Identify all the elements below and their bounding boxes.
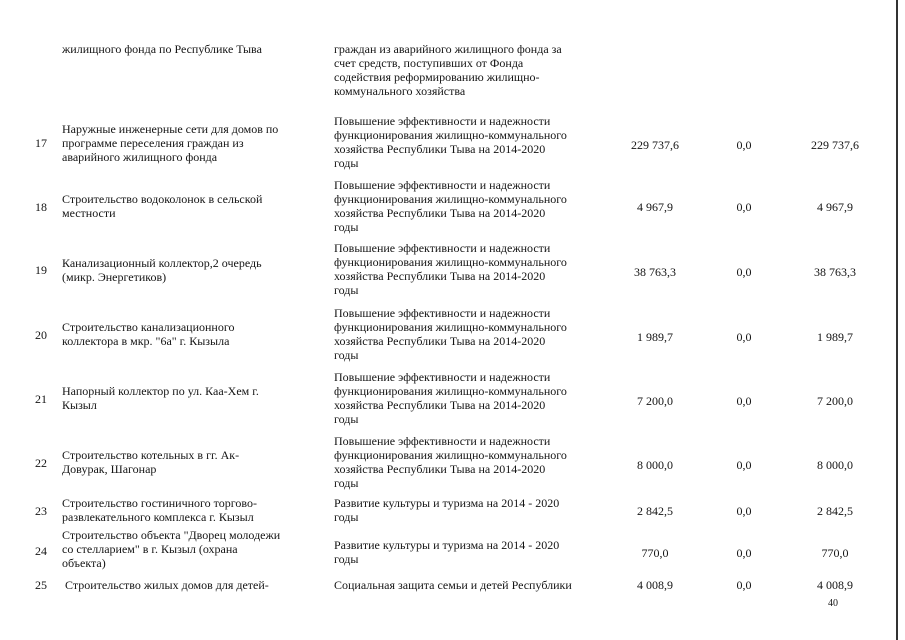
row-number: 21 (35, 392, 47, 406)
object-name: Строительство водоколонок в сельской местности (62, 192, 263, 220)
program-name: Повышение эффективности и надежности функционирования жилищно-коммунального хозяйства Республики Тыва на 2014-2020 годы (334, 241, 567, 297)
row-number: 19 (35, 263, 47, 277)
row-number: 22 (35, 456, 47, 470)
object-name: Наружные инженерные сети для домов по программе переселения граждан из аварийного жилищного фонда (62, 122, 279, 164)
program-name: Повышение эффективности и надежности функционирования жилищно-коммунального хозяйства Республики Тыва на 2014-2020 годы (334, 370, 567, 426)
row-number: 24 (35, 544, 47, 558)
value-federal: 229 737,6 (811, 138, 859, 152)
value-other: 0,0 (736, 504, 752, 518)
value-federal: 4 008,9 (817, 578, 853, 592)
object-name: Строительство котельных в гг. Ак- Довурак, Шагонар (62, 448, 240, 476)
value-other: 0,0 (736, 330, 752, 344)
continuation-name: жилищного фонда по Республике Тыва (62, 42, 262, 56)
value-other: 0,0 (736, 394, 752, 408)
row-number: 25 (35, 578, 47, 592)
value-federal: 8 000,0 (817, 458, 853, 472)
value-total: 4 967,9 (637, 200, 673, 214)
value-other: 0,0 (736, 578, 752, 592)
row-number: 23 (35, 504, 47, 518)
value-total: 229 737,6 (631, 138, 679, 152)
object-name: Строительство канализационного коллектора в мкр. "6а" г. Кызыла (62, 320, 235, 348)
page-number: 40 (828, 598, 838, 609)
value-federal: 38 763,3 (814, 265, 856, 279)
object-name: Строительство гостиничного торгово- развлекательного комплекса г. Кызыл (62, 496, 257, 524)
row-number: 17 (35, 136, 47, 150)
object-name: Напорный коллектор по ул. Каа-Хем г. Кызыл (62, 384, 259, 412)
value-other: 0,0 (736, 546, 752, 560)
program-name: Повышение эффективности и надежности функционирования жилищно-коммунального хозяйства Республики Тыва на 2014-2020 годы (334, 178, 567, 234)
value-federal: 1 989,7 (817, 330, 853, 344)
value-federal: 770,0 (821, 546, 849, 560)
program-name: Социальная защита семьи и детей Республики (334, 578, 572, 592)
row-number: 20 (35, 328, 47, 342)
value-total: 4 008,9 (637, 578, 673, 592)
value-other: 0,0 (736, 458, 752, 472)
object-name: Строительство жилых домов для детей- (65, 578, 269, 592)
row-number: 18 (35, 200, 47, 214)
value-other: 0,0 (736, 138, 752, 152)
object-name: Строительство объекта "Дворец молодежи со стеллариeм" в г. Кызыл (охрана объекта) (62, 528, 281, 570)
value-other: 0,0 (736, 265, 752, 279)
program-name: Повышение эффективности и надежности функционирования жилищно-коммунального хозяйства Республики Тыва на 2014-2020 годы (334, 306, 567, 362)
value-total: 1 989,7 (637, 330, 673, 344)
object-name: Канализационный коллектор,2 очередь (микр. Энергетиков) (62, 256, 262, 284)
program-name: Развитие культуры и туризма на 2014 - 2020 годы (334, 538, 560, 566)
value-federal: 4 967,9 (817, 200, 853, 214)
value-total: 38 763,3 (634, 265, 676, 279)
value-federal: 7 200,0 (817, 394, 853, 408)
value-federal: 2 842,5 (817, 504, 853, 518)
continuation-program: граждан из аварийного жилищного фонда за счет средств, поступивших от Фонда содействия реформированию жилищно- коммунального хозяйства (334, 42, 562, 98)
value-total: 8 000,0 (637, 458, 673, 472)
scan-edge-line (896, 0, 898, 640)
value-total: 2 842,5 (637, 504, 673, 518)
value-total: 770,0 (641, 546, 669, 560)
value-other: 0,0 (736, 200, 752, 214)
value-total: 7 200,0 (637, 394, 673, 408)
program-name: Повышение эффективности и надежности функционирования жилищно-коммунального хозяйства Республики Тыва на 2014-2020 годы (334, 114, 567, 170)
program-name: Повышение эффективности и надежности функционирования жилищно-коммунального хозяйства Республики Тыва на 2014-2020 годы (334, 434, 567, 490)
program-name: Развитие культуры и туризма на 2014 - 2020 годы (334, 496, 560, 524)
